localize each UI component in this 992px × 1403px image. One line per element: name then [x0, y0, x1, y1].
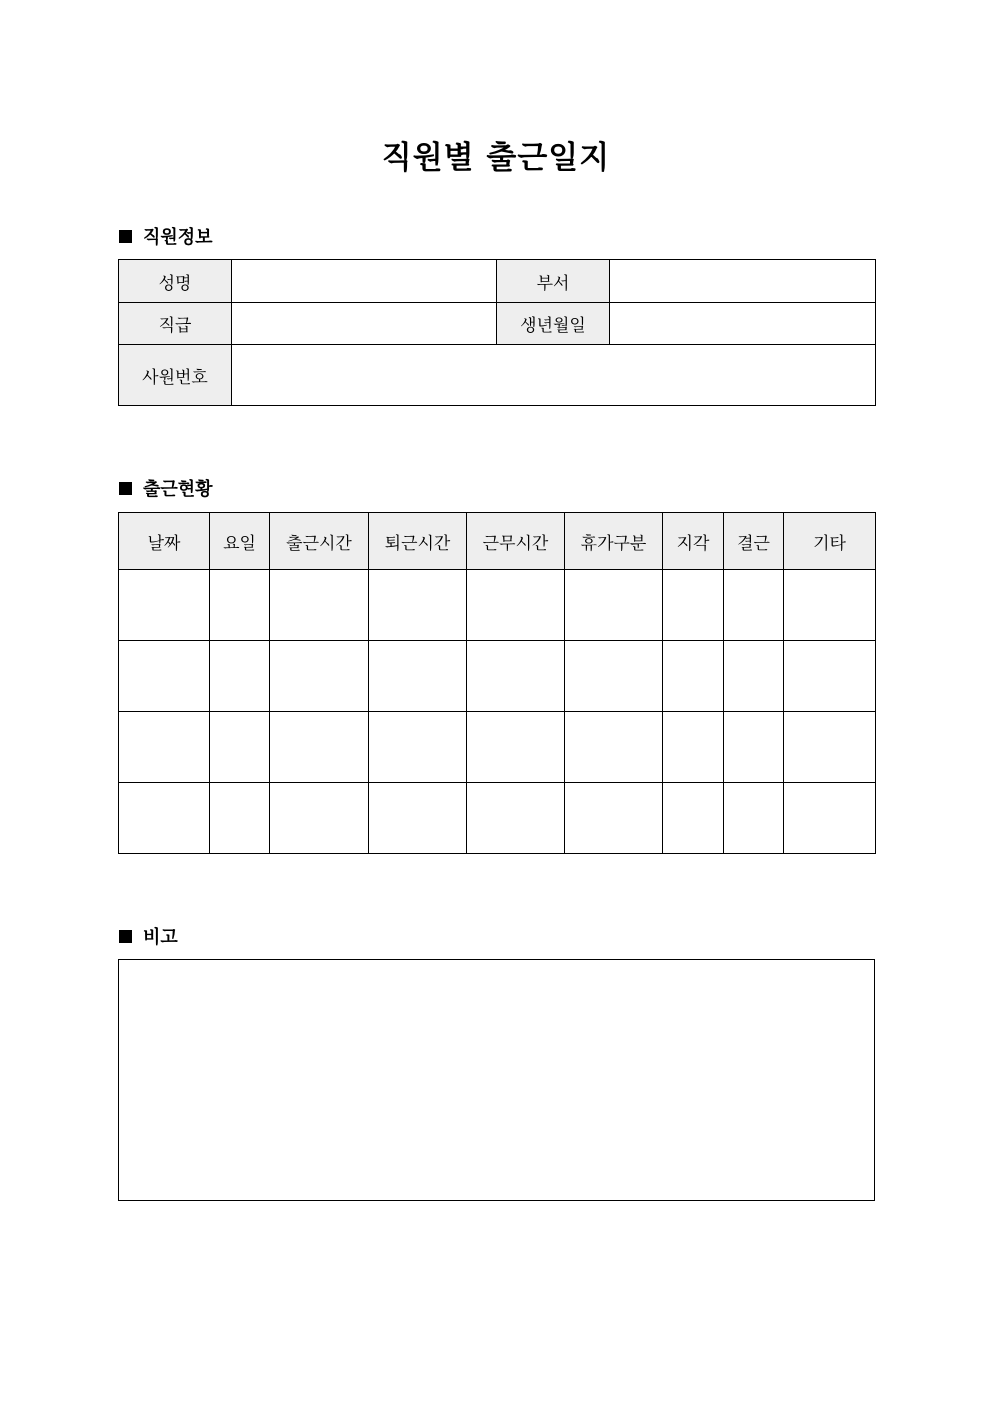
cell-late[interactable] [663, 641, 724, 712]
cell-weekday[interactable] [210, 783, 270, 854]
cell-leave-type[interactable] [565, 570, 663, 641]
table-row [119, 712, 876, 783]
cell-date[interactable] [119, 570, 210, 641]
cell-date[interactable] [119, 641, 210, 712]
name-label: 성명 [119, 260, 232, 303]
cell-clock-in[interactable] [270, 641, 369, 712]
cell-clock-out[interactable] [369, 783, 467, 854]
cell-clock-out[interactable] [369, 570, 467, 641]
table-row [119, 641, 876, 712]
employee-no-field[interactable] [232, 345, 876, 406]
table-row [119, 570, 876, 641]
notes-field[interactable] [118, 959, 875, 1201]
cell-leave-type[interactable] [565, 641, 663, 712]
cell-other[interactable] [784, 641, 876, 712]
attendance-heading [119, 475, 213, 501]
birthdate-field[interactable] [610, 303, 876, 345]
column-header-clock-in: 출근시간 [270, 513, 369, 570]
cell-clock-out[interactable] [369, 641, 467, 712]
cell-absent[interactable] [724, 783, 784, 854]
cell-late[interactable] [663, 783, 724, 854]
cell-date[interactable] [119, 783, 210, 854]
cell-date[interactable] [119, 712, 210, 783]
page-title: 직원별 출근일지 [381, 140, 611, 176]
birthdate-label: 생년월일 [497, 303, 610, 345]
position-field[interactable] [232, 303, 497, 345]
name-field[interactable] [232, 260, 497, 303]
attendance-heading-label: 출근현황 [143, 479, 213, 500]
cell-leave-type[interactable] [565, 712, 663, 783]
cell-other[interactable] [784, 570, 876, 641]
attendance-header-row [119, 513, 876, 570]
cell-late[interactable] [663, 712, 724, 783]
employee-no-label: 사원번호 [119, 345, 232, 406]
column-header-other: 기타 [784, 513, 876, 570]
cell-absent[interactable] [724, 570, 784, 641]
square-bullet-icon [119, 930, 132, 943]
table-row [119, 783, 876, 854]
notes-heading [119, 923, 178, 949]
position-label: 직급 [119, 303, 232, 345]
column-header-work-hours: 근무시간 [467, 513, 565, 570]
cell-absent[interactable] [724, 712, 784, 783]
employee-info-heading [119, 223, 213, 249]
department-field[interactable] [610, 260, 876, 303]
column-header-late: 지각 [663, 513, 724, 570]
cell-clock-in[interactable] [270, 783, 369, 854]
cell-work-hours[interactable] [467, 783, 565, 854]
square-bullet-icon [119, 230, 132, 243]
square-bullet-icon [119, 482, 132, 495]
cell-clock-out[interactable] [369, 712, 467, 783]
cell-weekday[interactable] [210, 641, 270, 712]
department-label: 부서 [497, 260, 610, 303]
employee-info-heading-label: 직원정보 [143, 227, 213, 248]
cell-leave-type[interactable] [565, 783, 663, 854]
cell-absent[interactable] [724, 641, 784, 712]
attendance-table [118, 512, 876, 854]
cell-work-hours[interactable] [467, 641, 565, 712]
column-header-absent: 결근 [724, 513, 784, 570]
column-header-clock-out: 퇴근시간 [369, 513, 467, 570]
cell-weekday[interactable] [210, 570, 270, 641]
cell-clock-in[interactable] [270, 712, 369, 783]
notes-heading-label: 비고 [143, 927, 178, 948]
cell-work-hours[interactable] [467, 712, 565, 783]
cell-late[interactable] [663, 570, 724, 641]
column-header-weekday: 요일 [210, 513, 270, 570]
cell-clock-in[interactable] [270, 570, 369, 641]
cell-work-hours[interactable] [467, 570, 565, 641]
cell-other[interactable] [784, 783, 876, 854]
cell-other[interactable] [784, 712, 876, 783]
column-header-leave-type: 휴가구분 [565, 513, 663, 570]
employee-info-table [118, 259, 876, 406]
column-header-date: 날짜 [119, 513, 210, 570]
cell-weekday[interactable] [210, 712, 270, 783]
